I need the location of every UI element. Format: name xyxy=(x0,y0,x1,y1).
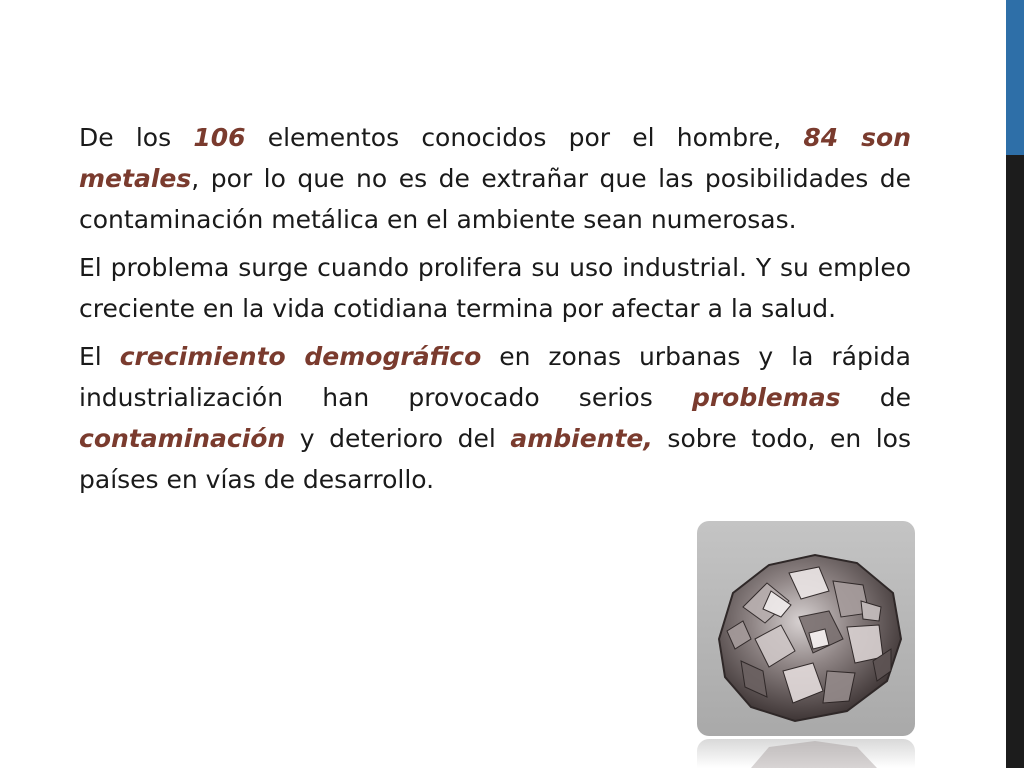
text-run: El xyxy=(79,342,120,371)
text-run: elementos conocidos por el hombre, xyxy=(245,123,804,152)
highlight-problemas: problemas xyxy=(691,383,841,412)
mineral-ore-icon xyxy=(697,521,915,736)
highlight-84-son-metales: 84 son metales xyxy=(79,123,911,193)
text-run: y deterioro del xyxy=(285,424,511,453)
paragraph-3 xyxy=(79,336,911,500)
slide-body xyxy=(79,117,911,507)
text-run: De los xyxy=(79,123,194,152)
mineral-image-reflection xyxy=(697,739,915,768)
highlight-contaminacion: contaminación xyxy=(79,424,286,453)
accent-bar-blue xyxy=(1006,0,1024,155)
highlight-106: 106 xyxy=(193,123,246,152)
accent-bar-dark xyxy=(1006,155,1024,768)
highlight-crecimiento-demografico: crecimiento demográfico xyxy=(119,342,482,371)
paragraph-2 xyxy=(79,247,911,329)
text-run: en zonas urbanas y la rápida industrialización han provocado serios xyxy=(79,342,911,412)
text-run: de xyxy=(840,383,911,412)
paragraph-1 xyxy=(79,117,911,240)
mineral-ore-image xyxy=(697,521,915,736)
highlight-ambiente: ambiente, xyxy=(510,424,653,453)
text-run: sobre todo, en los países en vías de desarrollo. xyxy=(79,424,911,494)
text-run: El problema surge cuando prolifera su uso industrial. Y su empleo creciente en la vida cotidiana termina por afectar a la salud. xyxy=(79,253,911,323)
text-run: , por lo que no es de extrañar que las posibilidades de contaminación metálica en el ambiente sean numerosas. xyxy=(79,164,911,234)
mineral-reflection-icon xyxy=(697,739,915,768)
